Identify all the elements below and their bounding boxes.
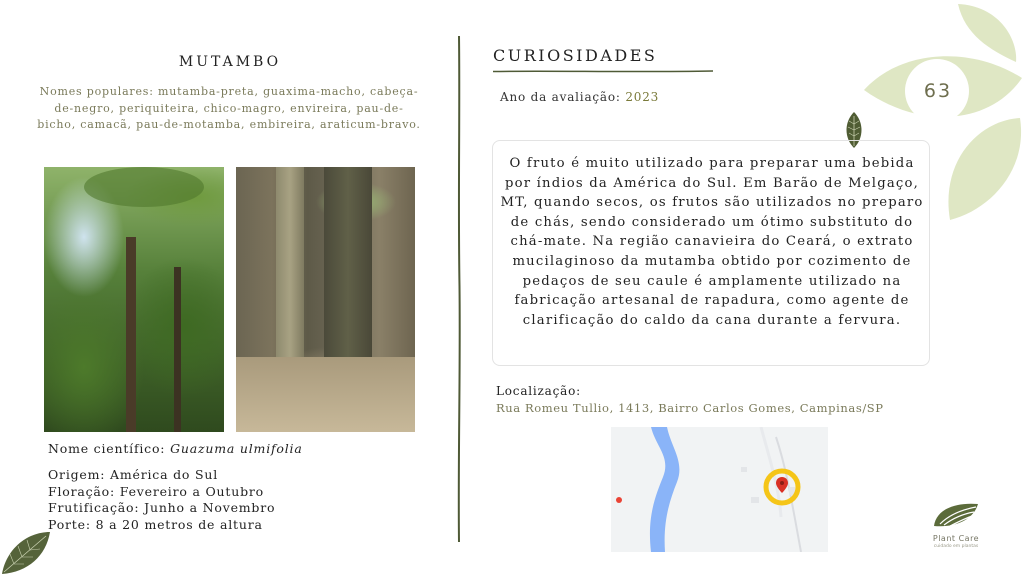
tree-photo-trunk [236,167,415,432]
plant-care-logo-icon [930,500,982,530]
plant-facts [48,467,275,533]
plant-title: MUTAMBO [178,54,282,70]
tree-photo-canopy [44,167,224,432]
map-graphic [611,427,828,552]
popular-names: Nomes populares: mutamba-preta, guaxima-macho, cabeça-de-negro, periquiteira, chico-magro, envireira, pau-de-bicho, camacã, pau-de-motamba, embireira, araticum-bravo. [37,85,421,131]
scientific-name-value: Guazuma ulmifolia [170,441,303,456]
title-underline [493,70,713,73]
curiosity-text: O fruto é muito utilizado para preparar uma bebida por índios da América do Sul. Em Barão de Melgaço, MT, quando secos, os frutos são utilizados no preparo de chás, sendo considerado um ótimo substituto do chá-mate. Na região canavieira do Ceará, o extrato mucilaginoso da mutamba obtido por cozimento de pedaços de seu caule é amplamente utilizado na fabricação artesanal de rapadura, como agente de clarificação do caldo da cana durante a fervura. [500,156,924,328]
section-title: CURIOSIDADES [493,46,658,65]
brand-logo [918,500,994,549]
location-map[interactable] [611,427,828,552]
page-number: 63 [923,80,953,102]
fact-flowering: Floração: Fevereiro a Outubro [48,483,264,499]
column-divider [457,36,461,542]
scientific-name [48,441,303,456]
leaf-corner-icon [0,528,52,576]
brand-name: Plant Care [932,534,980,543]
location-label: Localização: [496,384,581,398]
location-address: Rua Romeu Tullio, 1413, Bairro Carlos Gomes, Campinas/SP [496,401,884,415]
year-value: 2023 [625,90,660,104]
scientific-name-label: Nome científico: [48,441,171,456]
fact-size: Porte: 8 a 20 metros de altura [48,516,263,532]
map-pin-icon [776,477,788,493]
fact-origin: Origem: América do Sul [48,467,219,482]
fact-fruiting: Frutificação: Junho a Novembro [48,500,276,515]
brand-tagline: cuidado em plantas [933,544,979,549]
evaluation-year [500,90,659,104]
year-label: Ano da avaliação: [500,90,626,104]
